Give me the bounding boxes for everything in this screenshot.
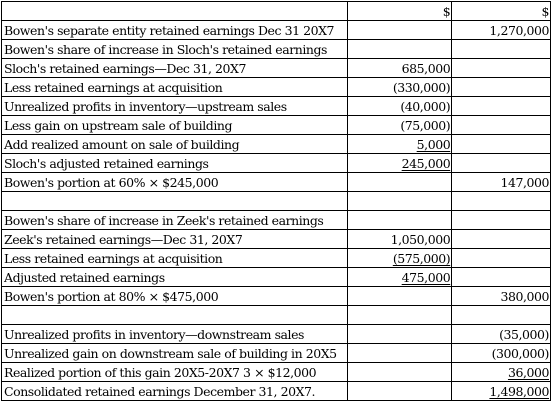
row-right-value: (300,000) [452,344,551,363]
table-row [2,116,551,135]
row-mid-value [347,173,452,192]
table-row [2,78,551,97]
row-mid-value [347,287,452,306]
row-mid-value [347,211,452,230]
table-row [2,154,551,173]
table-row [2,135,551,154]
table-row [2,59,551,78]
grand-total-double-underlined-value: 1,498,000 [489,384,549,399]
row-right-value [452,59,551,78]
row-label [2,306,348,325]
row-mid-value [347,363,452,382]
row-label: Zeek's retained earnings—Dec 31, 20X7 [2,230,348,249]
table-row [2,344,551,363]
row-right-value [452,192,551,211]
row-label: Sloch's adjusted retained earnings [2,154,348,173]
header-right-currency: $ [452,2,551,21]
row-label: Adjusted retained earnings [2,268,348,287]
row-label [2,192,348,211]
row-mid-value [347,40,452,59]
row-right-value [452,382,551,401]
table-row [2,268,551,287]
subtotal-underlined-value: 36,000 [507,365,549,380]
total-double-underlined-value: 475,000 [401,270,451,285]
row-right-value [452,116,551,135]
row-mid-value: (75,000) [347,116,452,135]
row-right-value [452,230,551,249]
row-label: Bowen's share of increase in Zeek's retained earnings [2,211,348,230]
row-label: Bowen's separate entity retained earnings Dec 31 20X7 [2,21,348,40]
row-right-value [452,78,551,97]
table-row [2,287,551,306]
row-label: Consolidated retained earnings December 31, 20X7. [2,382,348,401]
table-row [2,249,551,268]
row-mid-value [347,135,452,154]
row-mid-value: 1,050,000 [347,230,452,249]
retained-earnings-worksheet [1,1,551,401]
row-right-value [452,268,551,287]
row-label: Bowen's portion at 60% × $245,000 [2,173,348,192]
table-row [2,230,551,249]
row-mid-value [347,192,452,211]
header-mid-currency: $ [347,2,452,21]
spacer-row [2,306,551,325]
table-row [2,97,551,116]
table-row [2,211,551,230]
table-row [2,382,551,401]
row-mid-value [347,154,452,173]
row-mid-value [347,268,452,287]
row-mid-value [347,382,452,401]
row-label: Less gain on upstream sale of building [2,116,348,135]
header-label-cell [2,2,348,21]
row-label: Bowen's share of increase in Sloch's retained earnings [2,40,348,59]
spacer-row [2,192,551,211]
row-mid-value: (330,000) [347,78,452,97]
total-double-underlined-value: 245,000 [401,156,451,171]
row-right-value: 147,000 [452,173,551,192]
row-right-value [452,306,551,325]
row-right-value [452,211,551,230]
row-right-value: 380,000 [452,287,551,306]
row-label: Realized portion of this gain 20X5-20X7 3 × $12,000 [2,363,348,382]
header-row [2,2,551,21]
row-mid-value [347,306,452,325]
table-row [2,21,551,40]
row-mid-value [347,325,452,344]
row-right-value [452,249,551,268]
row-right-value [452,135,551,154]
row-label: Less retained earnings at acquisition [2,78,348,97]
table-row [2,325,551,344]
row-right-value: (35,000) [452,325,551,344]
row-label: Sloch's retained earnings—Dec 31, 20X7 [2,59,348,78]
row-mid-value [347,249,452,268]
row-right-value: 1,270,000 [452,21,551,40]
subtotal-underlined-value: 5,000 [416,137,451,152]
table-row [2,173,551,192]
row-right-value [452,154,551,173]
row-mid-value: 685,000 [347,59,452,78]
row-right-value [452,97,551,116]
row-right-value [452,40,551,59]
row-label: Unrealized profits in inventory—downstream sales [2,325,348,344]
row-label: Less retained earnings at acquisition [2,249,348,268]
row-mid-value [347,344,452,363]
row-label: Unrealized gain on downstream sale of building in 20X5 [2,344,348,363]
row-mid-value: (40,000) [347,97,452,116]
row-label: Bowen's portion at 80% × $475,000 [2,287,348,306]
row-right-value [452,363,551,382]
row-mid-value [347,21,452,40]
table-row [2,363,551,382]
row-label: Unrealized profits in inventory—upstream sales [2,97,348,116]
table-row [2,40,551,59]
subtotal-underlined-value: (575,000) [392,251,451,266]
row-label: Add realized amount on sale of building [2,135,348,154]
